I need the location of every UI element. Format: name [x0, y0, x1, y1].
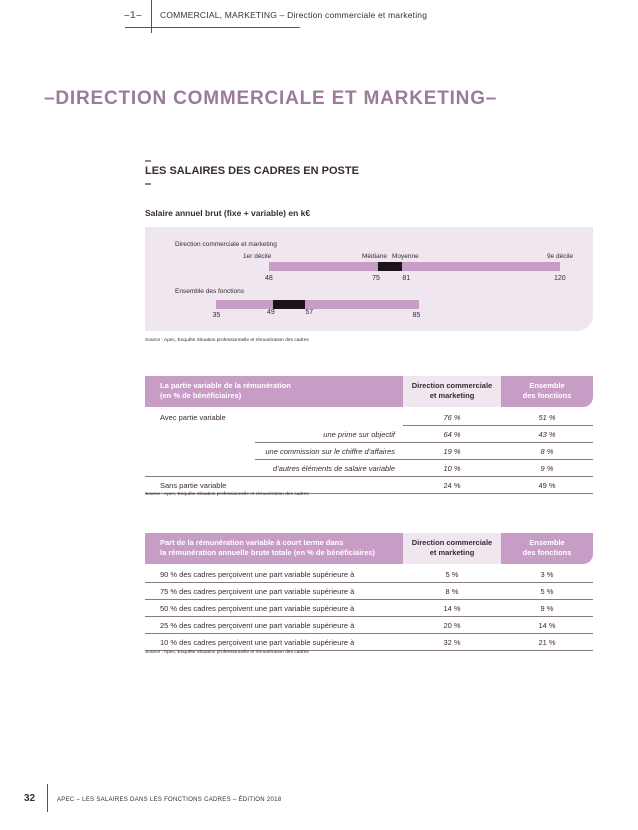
table-header-mid: Direction commerciale et marketing: [403, 533, 501, 564]
table-row: une prime sur objectif 64 % 43 %: [145, 426, 593, 443]
table-row: 25 % des cadres perçoivent une part variable supérieure à 20 % 14 %: [145, 617, 593, 634]
variable-part-table: [145, 376, 593, 494]
table-header-right: Ensemble des fonctions: [501, 533, 593, 564]
running-title: COMMERCIAL, MARKETING – Direction commerciale et marketing: [160, 10, 428, 20]
header-rule: [125, 27, 300, 28]
range-bar-ensemble: [216, 300, 418, 309]
group-label-ensemble: Ensemble des fonctions: [175, 288, 245, 295]
page-title: –DIRECTION COMMERCIALE ET MARKETING–: [44, 88, 498, 109]
chart-subtitle: Salaire annuel brut (fixe + variable) en k€: [145, 208, 311, 218]
mean-value-direction: 81: [402, 275, 411, 282]
table-row: 10 % des cadres perçoivent une part variable supérieure à 32 % 21 %: [145, 634, 593, 651]
d9-value-direction: 120: [554, 275, 566, 282]
table-header-mid: Direction commerciale et marketing: [403, 376, 501, 407]
table-header: [145, 376, 593, 407]
header-divider: [151, 0, 152, 33]
d9-value-ensemble: 85: [412, 312, 421, 319]
group-label-direction: Direction commerciale et marketing: [175, 241, 277, 248]
mean-value-ensemble: 57: [305, 309, 314, 316]
table-header-left: La partie variable de la rémunération (en % de bénéficiaires): [145, 376, 403, 407]
section-title: LES SALAIRES DES CADRES EN POSTE: [145, 165, 359, 177]
variable-share-table: [145, 533, 593, 651]
table-row: 75 % des cadres perçoivent une part variable supérieure à 8 % 5 %: [145, 583, 593, 600]
median-value-ensemble: 49: [267, 309, 275, 316]
page-number: 32: [24, 793, 36, 804]
range-bar-direction: [269, 262, 560, 271]
chart-source: Source : Apec, Enquête Situation professionnelle et rémunération des cadres: [145, 338, 309, 343]
title-dash-bottom: [145, 183, 151, 185]
title-dash-top: [145, 160, 151, 162]
table-header: [145, 533, 593, 564]
table-header-right: Ensemble des fonctions: [501, 376, 593, 407]
table2-source: Source : Apec, Enquête Situation professionnelle et rémunération des cadres: [145, 650, 309, 655]
d1-value-ensemble: 35: [212, 312, 221, 319]
table-row: 50 % des cadres perçoivent une part variable supérieure à 14 % 9 %: [145, 600, 593, 617]
median-mean-box-direction: [378, 262, 402, 271]
table-row: une commission sur le chiffre d’affaires 19 % 8 %: [145, 443, 593, 460]
footer-divider: [47, 784, 48, 812]
mean-label: Moyenne: [392, 253, 419, 260]
median-value-direction: 75: [372, 275, 380, 282]
section-number: –1–: [124, 10, 143, 21]
median-label: Médiane: [362, 253, 387, 260]
table-row: Sans partie variable 24 % 49 %: [145, 477, 593, 494]
d1-value-direction: 48: [265, 275, 273, 282]
table1-source: Source : Apec, Enquête Situation professionnelle et rémunération des cadres: [145, 492, 309, 497]
table-row: Avec partie variable 76 % 51 %: [145, 409, 593, 426]
footer-text: APEC – LES SALAIRES DANS LES FONCTIONS CADRES – ÉDITION 2018: [57, 797, 282, 803]
median-mean-box-ensemble: [273, 300, 305, 309]
table-header-left: Part de la rémunération variable à court terme dans la rémunération annuelle brute totale (en % de bénéficiaires): [145, 533, 403, 564]
table-row: 90 % des cadres perçoivent une part variable supérieure à 5 % 3 %: [145, 566, 593, 583]
table-row: d’autres éléments de salaire variable 10 % 9 %: [145, 460, 593, 477]
first-decile-label: 1er décile: [243, 253, 272, 260]
ninth-decile-label: 9e décile: [547, 253, 574, 260]
